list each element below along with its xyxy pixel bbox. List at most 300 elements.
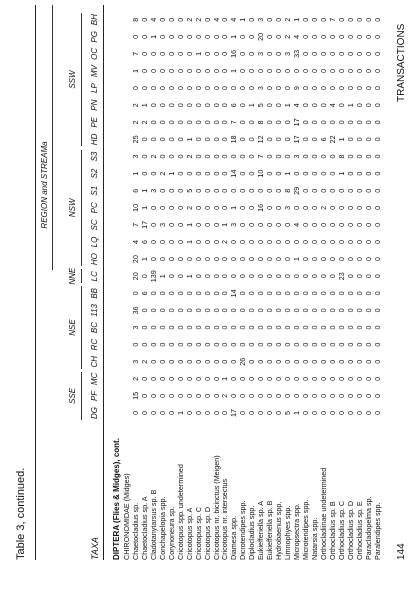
table-cell: 0 (274, 69, 284, 73)
table-cell: 0 (336, 120, 346, 125)
table-cell: 0 (238, 188, 248, 193)
table-cell: 0 (301, 342, 310, 347)
table-cell: 0 (283, 308, 293, 313)
table-cell: 0 (354, 274, 364, 279)
table-cell: 0 (372, 274, 382, 279)
stream-header: HO (90, 253, 99, 266)
page-number: 144 (396, 543, 407, 560)
table-cell: 0 (157, 342, 167, 347)
table-cell: 7 (130, 51, 140, 56)
table-cell: 0 (363, 240, 373, 244)
taxon-name: Conchapelopia spp. (157, 496, 167, 560)
stream-header: LC (90, 271, 99, 282)
table-cell: 0 (256, 411, 266, 415)
table-cell: 6 (130, 188, 140, 193)
table-cell: 3 (148, 188, 158, 193)
stream-header: MC (90, 372, 99, 386)
table-cell: 0 (157, 34, 167, 39)
table-cell: 1 (184, 274, 194, 279)
table-cell: 0 (354, 171, 364, 176)
table-cell: 0 (202, 376, 212, 381)
table-cell: 0 (130, 342, 140, 347)
table-cell: 0 (309, 342, 319, 347)
table-cell: 0 (327, 274, 337, 279)
table-cell: 1 (139, 205, 149, 210)
table-cell: 0 (363, 257, 373, 262)
table-cell: 0 (184, 325, 194, 330)
table-cell: 0 (283, 120, 293, 125)
table-cell: 0 (327, 308, 337, 313)
table-cell: 0 (166, 222, 176, 227)
table-cell: 0 (274, 376, 284, 381)
stream-header: SC (90, 219, 99, 231)
taxon-name: Orthocladiinae undetermined (318, 467, 328, 560)
table-cell: 0 (354, 120, 364, 125)
table-cell: 0 (301, 120, 310, 125)
table-cell: 0 (345, 257, 355, 262)
table-cell: 3 (130, 325, 140, 330)
table-cell: 17 (139, 220, 149, 229)
table-cell: 0 (301, 359, 310, 364)
table-cell: 0 (193, 154, 203, 159)
table-cell: 0 (139, 154, 149, 159)
table-cell: 0 (318, 86, 328, 91)
table-cell: 0 (363, 359, 373, 364)
table-cell: 0 (327, 240, 337, 244)
table-cell: 0 (184, 69, 194, 73)
stream-header: MV (90, 65, 99, 77)
table-cell: 0 (256, 359, 266, 364)
table-cell: 0 (327, 393, 337, 398)
table-cell: 0 (372, 205, 382, 210)
table-cell: 0 (265, 291, 275, 296)
table-cell: 0 (274, 274, 284, 279)
table-cell: 0 (292, 69, 302, 73)
table-cell: 0 (301, 393, 310, 398)
table-cell: 33 (292, 49, 302, 58)
table-cell: 2 (130, 120, 140, 125)
table-cell: 0 (327, 120, 337, 125)
table-cell: 0 (336, 291, 346, 296)
table-cell: 0 (327, 154, 337, 159)
table-cell: 0 (292, 205, 302, 210)
table-cell: 0 (256, 222, 266, 227)
table-cell: 0 (130, 291, 140, 296)
table-cell: 0 (256, 257, 266, 262)
table-cell: 0 (247, 325, 257, 330)
table-cell: 0 (148, 393, 158, 398)
table-cell: 1 (336, 171, 346, 176)
table-cell: 0 (247, 171, 257, 176)
table-cell: 0 (139, 325, 149, 330)
table-cell: 0 (345, 240, 355, 244)
region-header: SSE (68, 387, 77, 404)
table-cell: 0 (256, 342, 266, 347)
table-cell: 1 (193, 51, 203, 56)
table-cell: 0 (354, 257, 364, 262)
table-cell: 0 (372, 137, 382, 142)
table-cell: 36 (130, 306, 140, 315)
table-cell: 0 (238, 69, 248, 73)
table-cell: 8 (336, 154, 346, 159)
table-cell: 23 (336, 272, 346, 281)
table-cell: 0 (247, 274, 257, 279)
table-cell: 0 (372, 393, 382, 398)
table-cell: 0 (139, 17, 149, 22)
table-cell: 0 (148, 411, 158, 415)
table-cell: 0 (301, 291, 310, 296)
table-cell: 0 (202, 291, 212, 296)
table-cell: 0 (166, 17, 176, 22)
table-cell: 0 (363, 376, 373, 381)
table-cell: 0 (139, 393, 149, 398)
table-cell: 0 (301, 103, 310, 108)
table-cell: 29 (292, 186, 302, 195)
table-cell: 0 (202, 137, 212, 142)
table-cell: 0 (372, 69, 382, 73)
taxon-name: Paralendipes spp. (372, 502, 382, 560)
table-cell: 4 (148, 17, 158, 22)
taxon-name: Microtendipes spp. (301, 499, 310, 560)
taxon-name: Cricotopus sp. C (193, 506, 203, 560)
table-cell: 3 (256, 86, 266, 91)
table-cell: 0 (247, 205, 257, 210)
table-cell: 0 (363, 69, 373, 73)
table-cell: 0 (274, 120, 284, 125)
table-cell: 0 (309, 51, 319, 56)
table-cell: 0 (247, 308, 257, 313)
table-cell: 0 (309, 69, 319, 73)
table-cell: 0 (309, 240, 319, 244)
table-cell: 0 (148, 342, 158, 347)
table-cell: 0 (327, 291, 337, 296)
table-cell: 0 (309, 359, 319, 364)
table-cell: 1 (229, 205, 239, 210)
table-cell: 0 (345, 34, 355, 39)
table-cell: 1 (345, 103, 355, 108)
table-cell: 0 (211, 222, 221, 227)
table-cell: 0 (238, 393, 248, 398)
table-cell: 0 (211, 411, 221, 415)
table-cell: 0 (202, 325, 212, 330)
table-cell: 0 (247, 257, 257, 262)
table-cell: 0 (238, 222, 248, 227)
table-cell: 0 (345, 154, 355, 159)
table-cell: 14 (229, 169, 239, 178)
table-cell: 0 (301, 274, 310, 279)
table-cell: 0 (354, 34, 364, 39)
table-cell: 0 (301, 188, 310, 193)
table-cell: 0 (265, 411, 275, 415)
table-cell: 0 (247, 393, 257, 398)
table-cell: 0 (345, 222, 355, 227)
table-cell: 2 (148, 154, 158, 159)
table-cell: 0 (265, 103, 275, 108)
super-header: REGION and STREAMa (40, 141, 49, 229)
table-cell: 0 (292, 325, 302, 330)
table-cell: 0 (202, 86, 212, 91)
table-cell: 0 (292, 308, 302, 313)
table-cell: 1 (220, 376, 230, 381)
table-cell: 0 (265, 171, 275, 176)
table-cell: 0 (211, 291, 221, 296)
table-cell: 0 (193, 69, 203, 73)
table-cell: 0 (292, 393, 302, 398)
table-cell: 0 (166, 240, 176, 244)
table-cell: 0 (274, 17, 284, 22)
table-cell: 0 (238, 34, 248, 39)
table-cell: 0 (345, 359, 355, 364)
table-cell: 8 (283, 188, 293, 193)
table-cell: 0 (166, 103, 176, 108)
table-cell: 0 (363, 51, 373, 56)
table-cell: 0 (247, 69, 257, 73)
table-cell: 0 (318, 308, 328, 313)
table-cell: 0 (202, 308, 212, 313)
table-cell: 4 (229, 17, 239, 22)
table-cell: 0 (238, 257, 248, 262)
table-cell: 0 (238, 154, 248, 159)
table-cell: 16 (256, 203, 266, 212)
table-cell: 0 (309, 154, 319, 159)
table-cell: 0 (292, 342, 302, 347)
table-cell: 0 (336, 325, 346, 330)
table-cell: 0 (336, 34, 346, 39)
table-cell: 0 (372, 325, 382, 330)
region-header: SSW (68, 70, 77, 89)
table-cell: 2 (184, 205, 194, 210)
table-cell: 0 (301, 325, 310, 330)
table-cell: 139 (148, 270, 158, 283)
table-cell: 10 (256, 169, 266, 178)
table-cell: 1 (229, 69, 239, 73)
table-cell: 0 (318, 325, 328, 330)
table-cell: 0 (283, 325, 293, 330)
table-cell: 0 (256, 274, 266, 279)
table-cell: 1 (139, 188, 149, 193)
table-cell: 0 (148, 325, 158, 330)
table-cell: 0 (148, 171, 158, 176)
table-cell: 0 (211, 325, 221, 330)
table-cell: 0 (229, 359, 239, 364)
table-cell: 0 (220, 69, 230, 73)
table-cell: 0 (157, 188, 167, 193)
table-cell: 0 (157, 359, 167, 364)
table-cell: 0 (274, 154, 284, 159)
table-cell: 0 (166, 120, 176, 125)
table-cell: 0 (363, 137, 373, 142)
table-cell: 15 (130, 391, 140, 400)
table-cell: 1 (247, 103, 257, 108)
table-cell: 0 (220, 171, 230, 176)
table-cell: 0 (301, 222, 310, 227)
taxon-name: CHIRONOMIDAE (Midges) (122, 473, 131, 560)
header-rule (103, 5, 104, 560)
table-cell: 1 (130, 69, 140, 73)
table-cell: 4 (292, 34, 302, 39)
table-cell: 0 (336, 188, 346, 193)
table-cell: 2 (283, 17, 293, 22)
table-cell: 0 (354, 51, 364, 56)
table-cell: 0 (301, 154, 310, 159)
table-cell: 0 (157, 393, 167, 398)
table-cell: 0 (372, 154, 382, 159)
table-cell: 2 (318, 205, 328, 210)
table-cell: 2 (139, 359, 149, 364)
table-cell: 0 (283, 137, 293, 142)
table-cell: 0 (193, 325, 203, 330)
table-cell: 0 (220, 411, 230, 415)
stream-header: BC (90, 321, 99, 334)
taxon-name: Orthocladius sp. B (327, 501, 337, 560)
table-cell: 0 (265, 34, 275, 39)
stream-header: BH (90, 14, 99, 26)
table-cell: 0 (354, 325, 364, 330)
table-cell: 0 (283, 359, 293, 364)
table-cell: 0 (345, 308, 355, 313)
table-cell: 0 (354, 240, 364, 244)
table-cell: 0 (327, 86, 337, 91)
table-cell: 0 (336, 411, 346, 415)
table-cell: 17 (292, 135, 302, 144)
table-cell: 0 (309, 393, 319, 398)
table-cell: 0 (363, 342, 373, 347)
table-cell: 0 (309, 222, 319, 227)
stream-header: S1 (90, 185, 99, 196)
table-cell: 6 (139, 291, 149, 296)
table-cell: 0 (336, 86, 346, 91)
table-cell: 0 (354, 188, 364, 193)
table-cell: 0 (157, 51, 167, 56)
table-cell: 0 (327, 34, 337, 39)
table-cell: 0 (301, 51, 310, 56)
region-header: NNE (68, 267, 77, 285)
table-cell: 0 (309, 103, 319, 108)
table-cell: 0 (327, 325, 337, 330)
table-cell: 0 (309, 188, 319, 193)
table-cell: 0 (175, 120, 185, 125)
table-cell: 0 (256, 240, 266, 244)
taxon-name: Paracladopelma sp. (363, 496, 373, 560)
table-cell: 0 (336, 308, 346, 313)
table-cell: 0 (283, 274, 293, 279)
table-cell: 2 (184, 154, 194, 159)
table-cell: 0 (301, 34, 310, 39)
table-cell: 0 (372, 359, 382, 364)
table-cell: 0 (327, 222, 337, 227)
table-cell: 0 (274, 137, 284, 142)
section-label: DIPTERA (Flies & Midges), cont. (112, 438, 121, 560)
table-cell: 0 (354, 86, 364, 91)
table-cell: 0 (256, 325, 266, 330)
table-cell: 0 (193, 291, 203, 296)
table-cell: 0 (283, 69, 293, 73)
table-cell: 0 (238, 376, 248, 381)
taxon-name: Corynoneura sp. (166, 506, 176, 560)
table-cell: 0 (238, 171, 248, 176)
table-cell: 0 (130, 86, 140, 91)
table-cell: 0 (363, 171, 373, 176)
super-header-rule (52, 5, 53, 270)
table-cell: 0 (274, 325, 284, 330)
table-cell: 0 (247, 86, 257, 91)
table-cell: 0 (247, 342, 257, 347)
table-cell: 0 (256, 376, 266, 381)
table-cell: 0 (247, 222, 257, 227)
table-cell: 0 (283, 376, 293, 381)
table-cell: 0 (309, 274, 319, 279)
table-cell: 0 (318, 103, 328, 108)
table-cell: 0 (193, 359, 203, 364)
table-cell: 0 (372, 171, 382, 176)
table-cell: 5 (283, 411, 293, 415)
table-cell: 0 (166, 51, 176, 56)
table-cell: 0 (345, 274, 355, 279)
table-cell: 0 (211, 240, 221, 244)
table-cell: 0 (327, 376, 337, 381)
table-cell: 0 (363, 205, 373, 210)
table-cell: 0 (283, 86, 293, 91)
table-cell: 0 (318, 274, 328, 279)
table-cell: 0 (265, 86, 275, 91)
table-cell: 0 (265, 137, 275, 142)
table-cell: 0 (318, 69, 328, 73)
table-cell: 0 (220, 188, 230, 193)
table-cell: 0 (292, 274, 302, 279)
table-cell: 0 (372, 51, 382, 56)
table-cell: 0 (238, 325, 248, 330)
table-row (204, 5, 213, 560)
table-cell: 0 (148, 51, 158, 56)
table-cell: 0 (211, 103, 221, 108)
table-cell: 0 (148, 86, 158, 91)
table-cell: 0 (309, 137, 319, 142)
table-row (195, 5, 204, 560)
taxon-name: Micropsectra spp. (292, 503, 302, 560)
table-cell: 0 (139, 342, 149, 347)
taxon-name: Limnophyes spp. (283, 505, 293, 560)
table-cell: 0 (184, 86, 194, 91)
table-cell: 4 (292, 103, 302, 108)
table-cell: 26 (238, 357, 248, 366)
table-cell: 0 (309, 86, 319, 91)
table-cell: 0 (238, 291, 248, 296)
table-cell: 0 (354, 17, 364, 22)
table-cell: 0 (184, 393, 194, 398)
table-cell: 0 (274, 359, 284, 364)
table-cell: 2 (193, 17, 203, 22)
table-cell: 0 (363, 34, 373, 39)
table-cell: 20 (130, 272, 140, 281)
table-cell: 0 (274, 34, 284, 39)
table-cell: 0 (220, 291, 230, 296)
table-cell: 0 (274, 222, 284, 227)
stream-header: BB (90, 287, 99, 299)
table-cell: 0 (274, 171, 284, 176)
table-cell: 0 (193, 393, 203, 398)
table-cell: 1 (157, 274, 167, 279)
table-cell: 7 (327, 17, 337, 22)
table-cell: 0 (220, 154, 230, 159)
table-cell: 0 (202, 342, 212, 347)
table-cell: 0 (265, 188, 275, 193)
table-cell: 0 (318, 34, 328, 39)
table-cell: 0 (318, 411, 328, 415)
stream-header: LQ (90, 236, 99, 248)
table-cell: 0 (292, 240, 302, 244)
table-cell: 0 (229, 86, 239, 91)
table-cell: 1 (184, 222, 194, 227)
